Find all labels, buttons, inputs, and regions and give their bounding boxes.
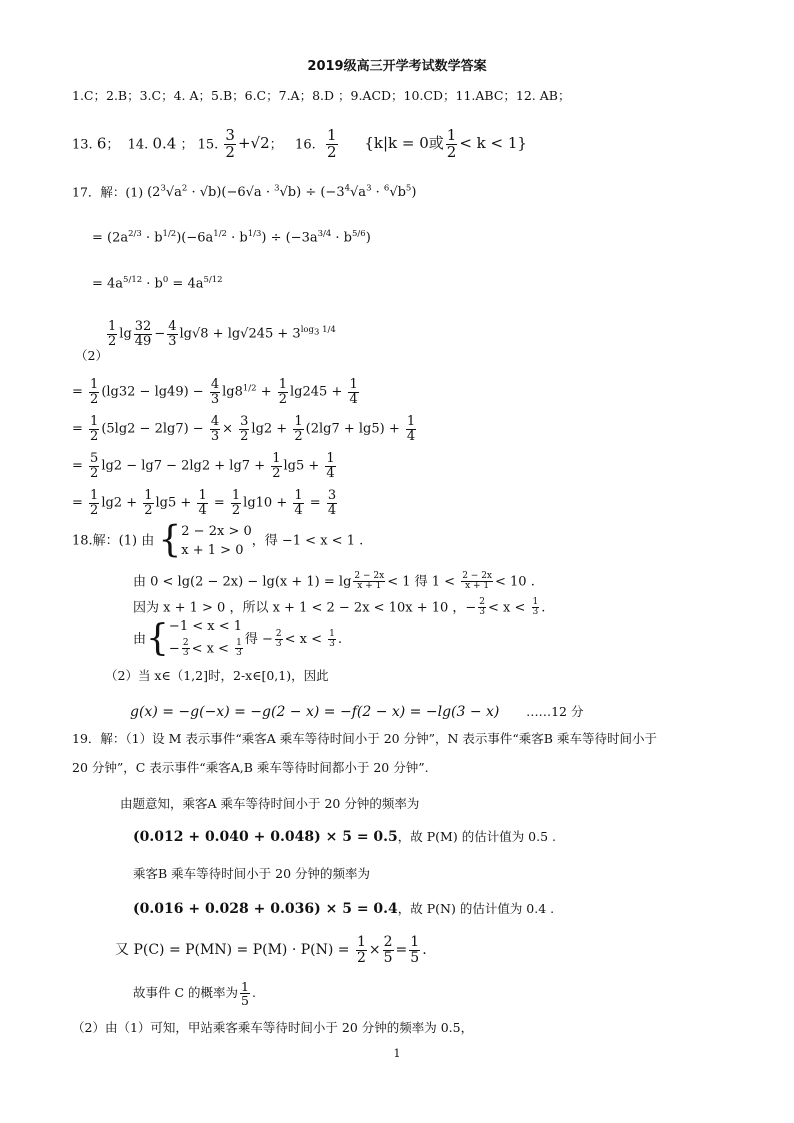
q19-line2: 20 分钟”，C 表示事件“乘客A,B 乘车等待时间都小于 20 分钟”. <box>72 760 429 775</box>
q17-part2-step1: = $\frac{1}{2}$ (lg32 − lg49) − $\frac{4}{3}$ $\lg 8^{1/2}$ + $\frac{1}{2}$ lg245 + $\frac{1}{4}$ <box>72 377 358 407</box>
page-title: 2019级高三开学考试数学答案 <box>307 59 487 74</box>
q15-label: 15. <box>197 137 219 153</box>
q19-line5: 乘客B 乘车等待时间小于 20 分钟的频率为 <box>133 866 371 881</box>
q19-part2: （2）由（1）可知，甲站乘客乘车等待时间小于 20 分钟的频率为 0.5， <box>72 1020 474 1035</box>
q15-answer: $\frac{3}{2}$ +√2 <box>225 126 270 161</box>
q19-line7: 又 P(C) = P(MN) = P(M) · P(N) = $\frac{1}{2}$ × $\frac{2}{5}$ = $\frac{1}{5}$ . <box>115 934 427 966</box>
q19-line8: 故事件 C 的概率为 $\frac{1}{5}$ . <box>133 979 256 1009</box>
q16-label: 16. <box>295 137 316 153</box>
q17-part2-step4: = $\frac{1}{2}$ lg2 + $\frac{1}{2}$ lg5 + $\frac{1}{4}$ = $\frac{1}{2}$ lg10 + $\frac{1}{4}$ = $\frac{3}{4}$ <box>72 488 337 518</box>
q18-g-formula: g(x) = −g(−x) = −g(2 − x) = −f(2 − x) = −lg(3 − x) ……12 分 <box>130 704 584 720</box>
q18-part2: （2）当 x∈（1,2]时，2-x∈[0,1)，因此 <box>105 668 329 683</box>
q17-part2-step2: = $\frac{1}{2}$ (5lg2 − 2lg7) − $\frac{4}{3}$ × $\frac{3}{2}$ lg2 + $\frac{1}{2}$ (2lg7 + lg5) + $\frac{1}{4}$ <box>72 414 416 444</box>
q17-part1: 17．解：(1) $(2^3√a^2 \cdot √b)(-6√a \cdot ^3√b) \div (-3^4√a^3 \cdot ^6√b^5)$ <box>72 184 417 201</box>
q16-answer: $\frac{1}{2}$ <box>327 126 337 161</box>
q18-part1: 18.解：(1) 由 { 2 − 2x > 0 x + 1 > 0 ，得 −1 < x < 1 . <box>72 519 364 561</box>
q17-part2-label: （2） <box>75 348 108 363</box>
q18-step2: 因为 x + 1 > 0 ，所以 x + 1 < 2 − 2x < 10x + 10 ，− $\frac{2}{3}$ < x < $\frac{1}{3}$ . <box>133 597 546 618</box>
q17-step2: = $4a^{5/12} \cdot b^0 = 4a^{5/12}$ <box>92 275 223 292</box>
q17-part2-expr: $\frac{1}{2}$ lg $\frac{32}{49}$ − $\frac{4}{3}$ $\lg√8 + \lg√245 + 3^{log_3 1/4}$ <box>108 319 336 349</box>
fill-answers: 13. 6； 14. 0.4 ； 15. $\frac{3}{2}$ +√2； 16. $\frac{1}{2}$ {k|k = 0或 $\frac{1}{2}$ < k < 1} <box>72 126 527 161</box>
page-number: 1 <box>393 1047 401 1060</box>
q16-set: {k|k = 0或 $\frac{1}{2}$ < k < 1} <box>364 126 527 161</box>
q19-line6: (0.016 + 0.028 + 0.036) × 5 = 0.4，故 P(N) 的估计值为 0.4 . <box>133 901 555 917</box>
q19-line1: 19．解：（1）设 M 表示事件“乘客A 乘车等待时间小于 20 分钟”，N 表示事件“乘客B 乘车等待时间小于 <box>72 731 657 746</box>
q19-line4: (0.012 + 0.040 + 0.048) × 5 = 0.5，故 P(M) 的估计值为 0.5 . <box>133 829 556 845</box>
q13-answer: 6 <box>96 134 107 153</box>
q14-answer: 0.4 <box>152 134 177 153</box>
q14-label: 14. <box>127 137 149 153</box>
q18-step3: 由{ −1 < x < 1 − $\frac{2}{3}$ < x < $\frac{1}{3}$ 得 − $\frac{2}{3}$ < x < $\frac{1}{3}$ . <box>133 618 342 660</box>
q13-label: 13. <box>72 137 93 153</box>
q18-step1: 由 0 < lg(2 − 2x) − lg(x + 1) = lg $\frac{2 - 2x}{x + 1}$ < 1 得 1 < $\frac{2 - 2x}{x + 1}$ < 10 . <box>133 571 535 592</box>
q17-part2-step3: = $\frac{5}{2}$ lg2 − lg7 − 2lg2 + lg7 + $\frac{1}{2}$ lg5 + $\frac{1}{4}$ <box>72 451 335 481</box>
q17-step1: = $(2a^{2/3} \cdot b^{1/2})(-6a^{1/2} \cdot b^{1/3}) \div (-3a^{3/4} \cdot b^{5/6})$ <box>92 229 371 246</box>
q19-line3: 由题意知，乘客A 乘车等待时间小于 20 分钟的频率为 <box>120 796 420 811</box>
choice-answers: 1.C；2.B；3.C；4. A；5.B；6.C；7.A；8.D ；9.ACD；10.CD；11.ABC；12. AB； <box>72 88 571 103</box>
